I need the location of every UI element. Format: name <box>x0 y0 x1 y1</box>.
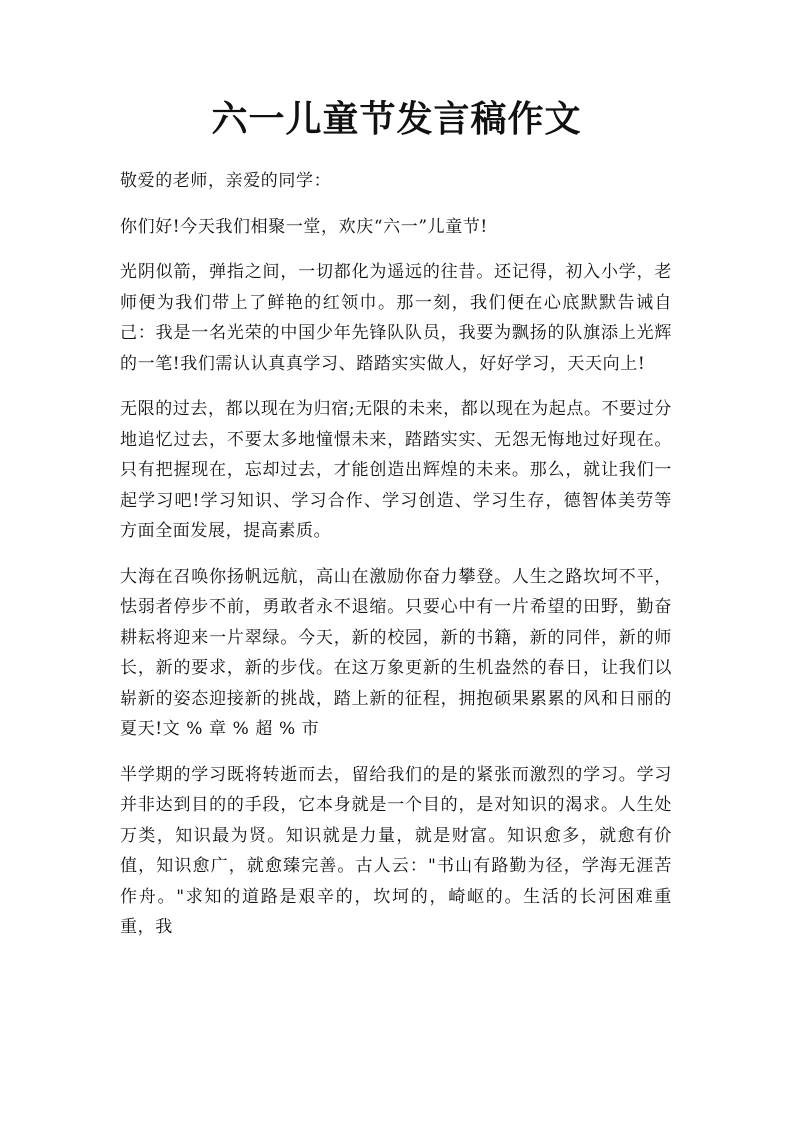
paragraph-memory: 光阴似箭，弹指之间，一切都化为遥远的往昔。还记得，初入小学，老师便为我们带上了鲜艳的红领巾。那一刻，我们便在心底默默告诫自己：我是一名光荣的中国少年先锋队队员，我要为飘扬的队旗添上光辉的一笔!我们需认认真真学习、踏踏实实做人，好好学习，天天向上! <box>120 262 672 374</box>
paragraph-journey: 大海在召唤你扬帆远航，高山在激励你奋力攀登。人生之路坎坷不平，怯弱者停步不前，勇敢者永不退缩。只要心中有一片希望的田野，勤奋耕耘将迎来一片翠绿。今天，新的校园，新的书籍，新的同伴，新的师长，新的要求，新的步伐。在这万象更新的生机盎然的春日，让我们以崭新的姿态迎接新的挑战，踏上新的征程，拥抱硕果累累的风和日丽的夏天!文 % 章 % 超 % 市 <box>120 566 672 739</box>
document-title: 六一儿童节发言稿作文 <box>211 98 582 140</box>
paragraph-knowledge: 半学期的学习既将转逝而去，留给我们的是的紧张而激烈的学习。学习并非达到目的的手段，它本身就是一个目的，是对知识的渴求。人生处万类，知识最为贤。知识就是力量，就是财富。知识愈多，就愈有价值，知识愈广，就愈臻完善。古人云："书山有路勤为径，学海无涯苦作舟。"求知的道路是艰辛的，坎坷的，崎岖的。生活的长河困难重重，我 <box>120 764 672 937</box>
document-body <box>120 166 672 958</box>
paragraph-greeting: 你们好!今天我们相聚一堂，欢庆“六一”儿童节! <box>120 216 488 237</box>
paragraph-present: 无限的过去，都以现在为归宿;无限的未来，都以现在为起点。不要过分地追忆过去，不要太多地憧憬未来，踏踏实实、无怨无悔地过好现在。只有把握现在，忘却过去，才能创造出辉煌的未来。那么，就让我们一起学习吧!学习知识、学习合作、学习创造、学习生存，德智体美劳等方面全面发展，提高素质。 <box>120 399 672 541</box>
paragraph-salutation: 敬爱的老师，亲爱的同学： <box>120 171 332 191</box>
